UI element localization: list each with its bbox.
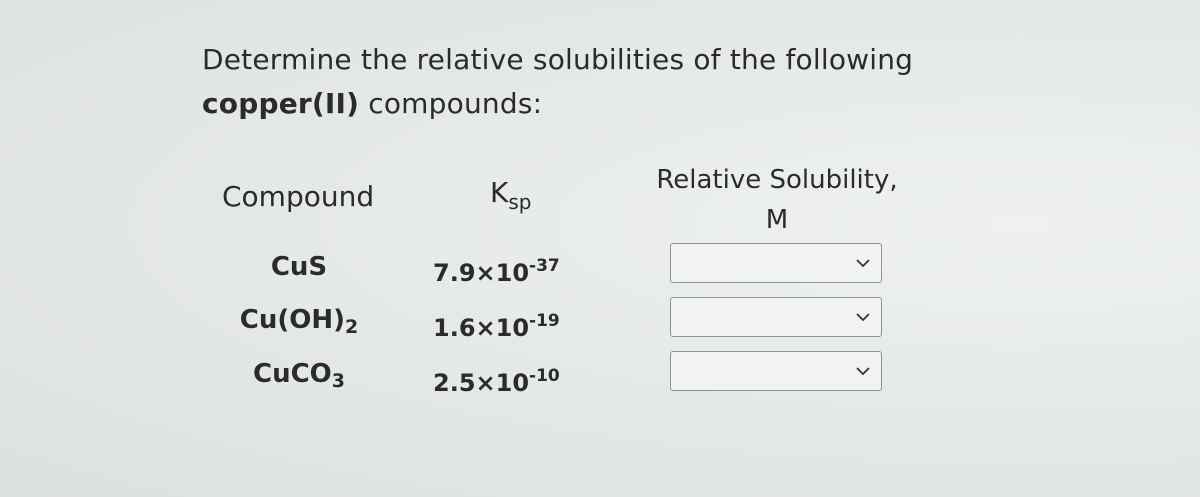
question-prompt [202,38,913,126]
chevron-down-icon [853,255,873,271]
ksp-value-cuco3 [433,366,560,397]
compound-formula: CuS [270,252,328,282]
chevron-down-icon [853,309,873,325]
question-line-2-rest: compounds: [359,87,543,120]
ksp-exponent: -10 [529,366,560,386]
ksp-exponent: -19 [529,311,560,331]
compound-cuco3 [194,359,404,392]
solubility-header-line-1: Relative Solubility, [656,165,898,195]
chevron-down-icon [853,363,873,379]
ksp-header-subscript: sp [508,190,532,214]
compound-cus [194,252,404,285]
ksp-value-cu-oh-2 [433,311,560,342]
column-header-compound: Compound [222,180,375,213]
solubility-select-cu-oh-2[interactable] [670,297,882,337]
compound-cu-oh-2 [194,305,404,338]
compound-formula: CuCO [252,359,332,389]
column-header-ksp [490,176,532,214]
ksp-exponent: -37 [529,256,560,276]
ksp-header-main: K [490,176,509,209]
ksp-value-cus [433,256,560,287]
column-header-relative-solubility [632,160,922,240]
ksp-mantissa: 2.5×10 [433,369,530,397]
ksp-mantissa: 1.6×10 [433,314,530,342]
question-bold-term: copper(II) [202,87,360,120]
solubility-header-unit: M [765,205,789,235]
solubility-select-cus[interactable] [670,243,882,283]
ksp-mantissa: 7.9×10 [433,259,530,287]
compound-subscript: 3 [331,370,345,392]
question-line-2 [202,82,913,126]
question-line-1: Determine the relative solubilities of the following [202,43,914,76]
compound-subscript: 2 [344,316,359,338]
compound-formula: Cu(OH) [239,305,345,335]
solubility-select-cuco3[interactable] [670,351,882,391]
